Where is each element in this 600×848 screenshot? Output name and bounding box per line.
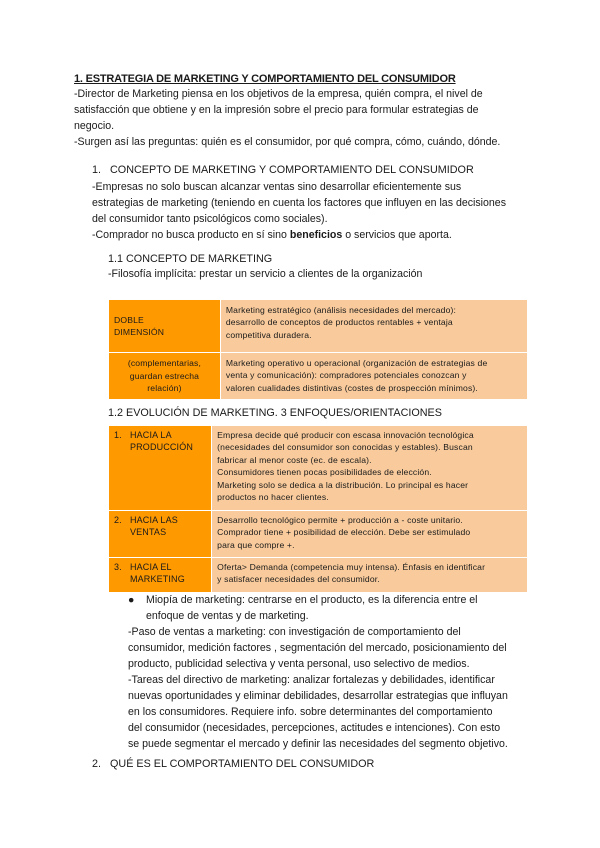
paragraph-line: en los consumidores. Requiere info. sobre determinantes del comportamiento <box>128 706 493 718</box>
table-row <box>109 511 528 558</box>
enum-number: 1. <box>114 430 122 440</box>
section1-line: estrategias de marketing (teniendo en cuenta los factores que influyen en las decisiones <box>92 197 506 209</box>
enum-label <box>114 561 206 586</box>
subsection-1-1-heading: 1.1 CONCEPTO DE MARKETING <box>108 253 273 265</box>
cell-line: Marketing solo se dedica a la distribución. Lo principal es hacer <box>217 479 469 490</box>
table-text-cell <box>212 426 528 511</box>
enum-label <box>114 514 206 539</box>
section1-paragraph <box>92 179 542 243</box>
label-line: guardan estrecha <box>129 370 200 381</box>
label-line: HACIA EL <box>130 562 172 572</box>
label-line: HACIA LAS <box>130 515 178 525</box>
cell-line: valoren cualidades distintivas (costes de prospección mínimos). <box>225 382 478 393</box>
marketing-paragraph <box>128 624 548 752</box>
cell-line: Oferta> Demanda (competencia muy intensa). Énfasis en identificar <box>217 562 486 572</box>
section2-number: 2. <box>92 758 102 770</box>
table-text-cell <box>220 300 527 353</box>
label-line: VENTAS <box>130 527 167 538</box>
enum-text <box>130 561 185 586</box>
section1-number: 1. <box>92 164 102 176</box>
label-line: relación) <box>147 383 182 394</box>
cell-line: Empresa decide qué producir con escasa innovación tecnológica <box>217 430 474 440</box>
label-line: (complementarias, <box>127 358 202 369</box>
cell-line: competitiva duradera. <box>225 329 312 340</box>
paragraph-line: consumidor, medición factores , segmentación del mercado, posicionamiento del <box>128 642 507 654</box>
enum-number: 3. <box>114 562 122 572</box>
section1-last-a: -Comprador no busca producto en sí sino <box>92 229 290 241</box>
subsection-1-2-heading: 1.2 EVOLUCIÓN DE MARKETING. 3 ENFOQUES/ORIENTACIONES <box>108 407 442 419</box>
section1-title: CONCEPTO DE MARKETING Y COMPORTAMIENTO DEL CONSUMIDOR <box>110 164 474 176</box>
section1-last-bold: beneficios <box>289 229 343 241</box>
paragraph-line: -Tareas del directivo de marketing: analizar fortalezas y debilidades, identificar <box>128 674 495 686</box>
label-line: PRODUCCIÓN <box>130 442 194 453</box>
cell-line: fabricar al menor coste (ec. de escala). <box>217 454 372 465</box>
section2-title: QUÉ ES EL COMPORTAMIENTO DEL CONSUMIDOR <box>110 758 375 770</box>
table-label-cell <box>109 558 212 593</box>
cell-line: para que compre +. <box>217 539 295 550</box>
label-line: DOBLE <box>114 314 144 325</box>
table-row <box>109 426 528 511</box>
table-text-cell <box>212 511 528 558</box>
cell-line: Marketing operativo u operacional (organización de estrategias de <box>225 358 488 368</box>
enum-label <box>114 429 206 454</box>
enum-number: 2. <box>114 515 122 525</box>
enum-text <box>130 514 178 539</box>
section1-line: -Empresas no solo buscan alcanzar ventas sino desarrollar eficientemente sus <box>92 181 462 193</box>
section1-last-line <box>92 227 542 243</box>
cell-line: desarrollo de conceptos de productos rentables + ventaja <box>225 317 453 328</box>
cell-line: venta y comunicación): compradores potenciales conozcan y <box>225 370 467 381</box>
orientations-table <box>108 425 528 593</box>
cell-line: (necesidades del consumidor son conocidas y estables). Buscan <box>217 442 473 453</box>
subsection-1-1-description: -Filosofía implícita: prestar un servicio a clientes de la organización <box>108 268 423 280</box>
bullet-dot-icon: ● <box>128 594 135 606</box>
cell-line: Marketing estratégico (análisis necesidades del mercado): <box>225 305 457 315</box>
table-text-cell <box>220 353 527 400</box>
bullet-text <box>146 592 478 624</box>
intro-paragraph <box>74 86 534 150</box>
table-row <box>109 353 528 400</box>
dual-dimension-table <box>108 299 528 400</box>
section1-line: del consumidor tanto psicológicos como sociales). <box>92 213 328 225</box>
label-line: DIMENSIÓN <box>114 327 165 337</box>
cell-line: Desarrollo tecnológico permite + producción a - coste unitario. <box>217 515 463 525</box>
enum-text <box>130 429 193 454</box>
table-label-cell <box>109 300 221 353</box>
section1-last-b: o servicios que aporta. <box>342 229 452 241</box>
bullet-line: enfoque de ventas y de marketing. <box>146 610 309 622</box>
intro-line: negocio. <box>74 120 115 132</box>
paragraph-line: se puede segmentar el mercado y definir las necesidades del segmento objetivo. <box>128 738 508 750</box>
bullet-line: Miopía de marketing: centrarse en el producto, es la diferencia entre el <box>146 594 478 606</box>
table-label-cell <box>109 511 212 558</box>
intro-line: -Director de Marketing piensa en los objetivos de la empresa, quién compra, el nivel de <box>74 88 483 100</box>
label-line: HACIA LA <box>130 430 172 440</box>
paragraph-line: -Paso de ventas a marketing: con investigación de comportamiento del <box>128 626 461 638</box>
paragraph-line: producto, publicidad selectiva y venta personal, uso selectivo de medios. <box>128 658 470 670</box>
table-row <box>109 300 528 353</box>
cell-line: Consumidores tienen pocas posibilidades de elección. <box>217 467 432 478</box>
document-title: 1. ESTRATEGIA DE MARKETING Y COMPORTAMIENTO DEL CONSUMIDOR <box>74 73 456 85</box>
table-text-cell <box>212 558 528 593</box>
label-line: MARKETING <box>130 574 185 585</box>
table-row <box>109 558 528 593</box>
intro-line: -Surgen así las preguntas: quién es el consumidor, por qué compra, cómo, cuándo, dónde. <box>74 136 501 148</box>
paragraph-line: nuevas oportunidades y eliminar debilidades, desarrollar estrategias que influyan <box>128 690 508 702</box>
intro-line: satisfacción que obtiene y en la impresión sobre el precio para formular estrategias de <box>74 104 479 116</box>
cell-line: productos no hacer clientes. <box>217 492 329 503</box>
paragraph-line: del consumidor (necesidades, percepciones, actitudes e intenciones). Con esto <box>128 722 501 734</box>
cell-line: y satisfacer necesidades del consumidor. <box>217 574 380 585</box>
table-label-cell <box>109 426 212 511</box>
cell-line: Comprador tiene + posibilidad de elección. Debe ser estimulado <box>217 527 471 538</box>
table-label-cell <box>109 353 221 400</box>
